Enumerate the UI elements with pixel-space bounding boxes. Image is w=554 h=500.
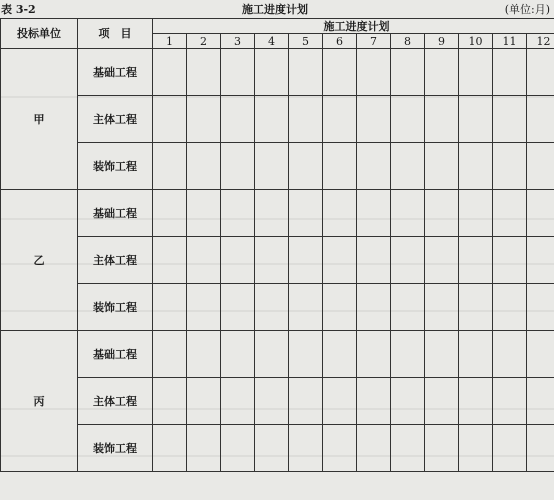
month-header: 7 (357, 34, 391, 49)
schedule-grid-cell (221, 425, 255, 472)
schedule-grid-cell (187, 331, 221, 378)
schedule-grid-cell (425, 425, 459, 472)
schedule-grid-cell (289, 425, 323, 472)
schedule-grid-cell (459, 49, 493, 96)
table-number: 表 3-2 (1, 3, 36, 16)
schedule-grid-cell (153, 378, 187, 425)
schedule-grid-cell (357, 425, 391, 472)
schedule-grid-cell (187, 237, 221, 284)
schedule-grid-cell (391, 190, 425, 237)
task-row (1, 331, 554, 378)
schedule-grid-cell (187, 96, 221, 143)
schedule-grid-cell (527, 143, 554, 190)
schedule-grid-cell (357, 49, 391, 96)
schedule-grid-cell (153, 284, 187, 331)
schedule-grid-cell (527, 237, 554, 284)
bid-unit-cell: 丙 (1, 331, 78, 472)
schedule-grid-cell (493, 143, 527, 190)
schedule-grid-cell (187, 425, 221, 472)
schedule-grid-cell (289, 378, 323, 425)
schedule-grid-cell (255, 49, 289, 96)
schedule-grid-cell (391, 284, 425, 331)
schedule-grid-cell (357, 378, 391, 425)
schedule-grid-cell (493, 237, 527, 284)
schedule-grid-cell (391, 49, 425, 96)
schedule-grid-cell (493, 331, 527, 378)
schedule-grid-cell (153, 425, 187, 472)
task-name-cell: 基础工程 (78, 190, 153, 237)
schedule-grid-cell (357, 237, 391, 284)
schedule-grid-cell (459, 143, 493, 190)
schedule-grid-cell (493, 96, 527, 143)
schedule-grid-cell (187, 378, 221, 425)
schedule-grid-cell (527, 284, 554, 331)
schedule-grid-cell (459, 284, 493, 331)
month-header: 3 (221, 34, 255, 49)
schedule-grid-cell (425, 331, 459, 378)
schedule-grid-cell (527, 190, 554, 237)
schedule-grid-cell (391, 331, 425, 378)
schedule-grid-cell (493, 284, 527, 331)
schedule-grid-cell (221, 331, 255, 378)
month-header: 12 (527, 34, 554, 49)
header-bid-unit: 投标单位 (1, 19, 78, 49)
schedule-grid-cell (221, 143, 255, 190)
schedule-grid-cell (493, 378, 527, 425)
schedule-grid-cell (255, 143, 289, 190)
schedule-grid-cell (493, 190, 527, 237)
month-header: 1 (153, 34, 187, 49)
task-row (1, 378, 554, 425)
task-name-cell: 装饰工程 (78, 425, 153, 472)
task-row (1, 190, 554, 237)
month-header: 4 (255, 34, 289, 49)
schedule-grid-cell (391, 425, 425, 472)
schedule-grid-cell (459, 331, 493, 378)
schedule-grid-cell (289, 237, 323, 284)
schedule-grid-cell (221, 237, 255, 284)
task-name-cell: 装饰工程 (78, 143, 153, 190)
schedule-grid-cell (255, 378, 289, 425)
schedule-grid-cell (255, 190, 289, 237)
schedule-grid-cell (323, 143, 357, 190)
schedule-grid-cell (289, 331, 323, 378)
task-row (1, 237, 554, 284)
schedule-grid-cell (527, 425, 554, 472)
task-row (1, 425, 554, 472)
schedule-grid-cell (527, 378, 554, 425)
schedule-grid-cell (425, 190, 459, 237)
task-row (1, 49, 554, 96)
month-header: 9 (425, 34, 459, 49)
task-row (1, 96, 554, 143)
month-header: 8 (391, 34, 425, 49)
schedule-grid-cell (255, 237, 289, 284)
schedule-grid-cell (391, 378, 425, 425)
schedule-grid-cell (289, 143, 323, 190)
task-name-cell: 基础工程 (78, 49, 153, 96)
task-name-cell: 主体工程 (78, 378, 153, 425)
schedule-grid-cell (289, 284, 323, 331)
schedule-grid-cell (153, 237, 187, 284)
schedule-grid-cell (221, 284, 255, 331)
schedule-grid-cell (323, 378, 357, 425)
schedule-grid-cell (323, 190, 357, 237)
schedule-grid-cell (493, 49, 527, 96)
schedule-grid-cell (289, 96, 323, 143)
table-title: 施工进度计划 (242, 3, 308, 16)
schedule-grid-cell (187, 284, 221, 331)
schedule-grid-cell (221, 49, 255, 96)
month-header: 10 (459, 34, 493, 49)
schedule-grid-cell (289, 49, 323, 96)
schedule-grid-cell (221, 96, 255, 143)
schedule-grid-cell (323, 96, 357, 143)
schedule-grid-cell (391, 143, 425, 190)
task-name-cell: 主体工程 (78, 96, 153, 143)
schedule-grid-cell (153, 49, 187, 96)
schedule-grid-cell (153, 96, 187, 143)
schedule-grid-cell (187, 143, 221, 190)
schedule-grid-cell (357, 96, 391, 143)
schedule-grid-cell (255, 284, 289, 331)
task-row (1, 284, 554, 331)
month-header: 2 (187, 34, 221, 49)
schedule-grid-cell (527, 49, 554, 96)
task-name-cell: 主体工程 (78, 237, 153, 284)
header-item: 项 目 (78, 19, 153, 49)
month-header: 5 (289, 34, 323, 49)
schedule-grid-cell (425, 284, 459, 331)
schedule-grid-cell (527, 331, 554, 378)
header-schedule: 施工进度计划 (153, 19, 554, 34)
bid-unit-cell: 甲 (1, 49, 78, 190)
bid-unit-cell: 乙 (1, 190, 78, 331)
schedule-grid-cell (323, 331, 357, 378)
schedule-grid-cell (255, 96, 289, 143)
schedule-grid-cell (357, 331, 391, 378)
task-row (1, 143, 554, 190)
schedule-grid-cell (459, 190, 493, 237)
unit-label: (单位:月) (504, 3, 550, 16)
schedule-grid-cell (221, 190, 255, 237)
schedule-grid-cell (425, 237, 459, 284)
month-header: 6 (323, 34, 357, 49)
schedule-grid-cell (391, 237, 425, 284)
schedule-grid-cell (255, 331, 289, 378)
schedule-grid-cell (459, 378, 493, 425)
schedule-grid-cell (255, 425, 289, 472)
schedule-grid-cell (459, 96, 493, 143)
task-name-cell: 装饰工程 (78, 284, 153, 331)
schedule-grid-cell (187, 190, 221, 237)
schedule-grid-cell (323, 49, 357, 96)
schedule-grid-cell (323, 284, 357, 331)
schedule-grid-cell (425, 96, 459, 143)
schedule-grid-cell (459, 425, 493, 472)
schedule-grid-cell (527, 96, 554, 143)
schedule-grid-cell (187, 49, 221, 96)
schedule-grid-cell (323, 237, 357, 284)
schedule-grid-cell (153, 190, 187, 237)
schedule-grid-cell (323, 425, 357, 472)
schedule-table (0, 18, 554, 472)
schedule-grid-cell (493, 425, 527, 472)
schedule-grid-cell (425, 143, 459, 190)
schedule-grid-cell (221, 378, 255, 425)
schedule-grid-cell (289, 190, 323, 237)
schedule-grid-cell (425, 49, 459, 96)
schedule-grid-cell (391, 96, 425, 143)
schedule-grid-cell (357, 190, 391, 237)
schedule-grid-cell (357, 143, 391, 190)
month-header: 11 (493, 34, 527, 49)
task-name-cell: 基础工程 (78, 331, 153, 378)
schedule-grid-cell (425, 378, 459, 425)
schedule-grid-cell (153, 331, 187, 378)
schedule-grid-cell (153, 143, 187, 190)
schedule-grid-cell (459, 237, 493, 284)
schedule-grid-cell (357, 284, 391, 331)
